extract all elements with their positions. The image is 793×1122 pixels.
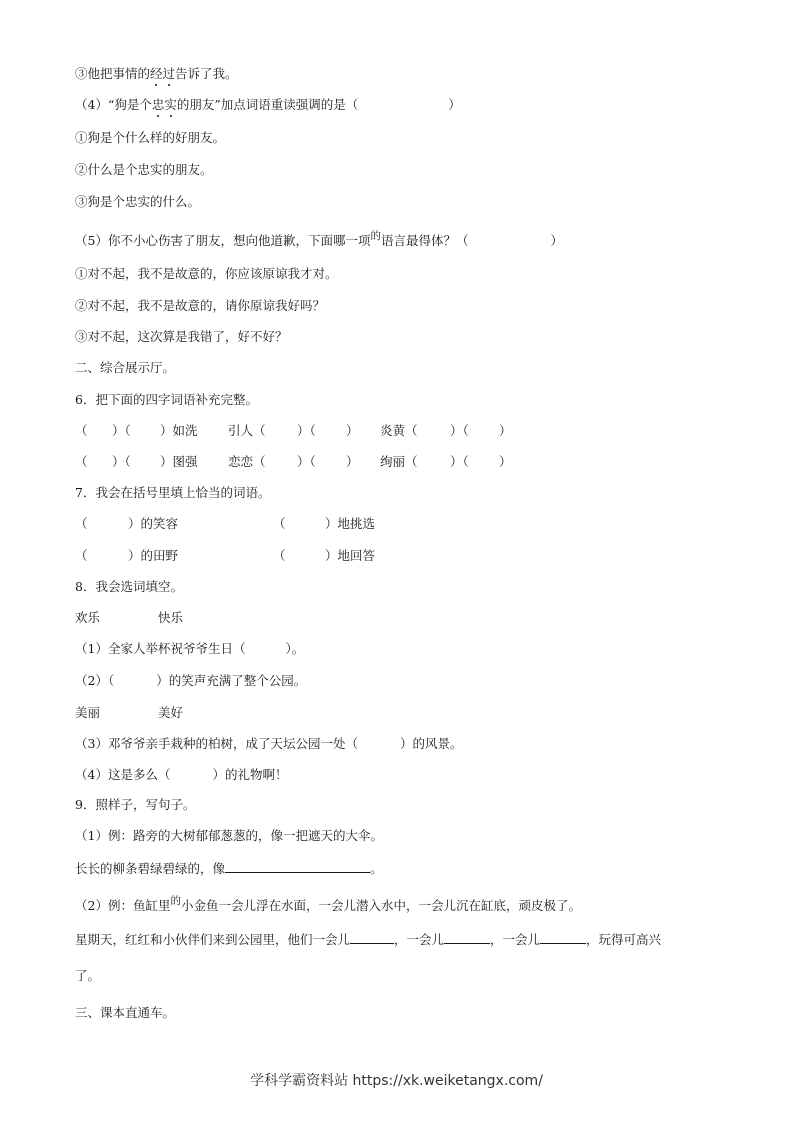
q9-answer-1: 长长的柳条碧绿碧绿的，像 。 (75, 861, 383, 876)
q8-word-option: 美好 (158, 705, 184, 720)
q8-sentence-4: （4）这是多么（ ）的礼物啊！ (75, 767, 288, 782)
emphasis-char: 实 (164, 97, 177, 112)
q9-answer-2-continued: 了。 (75, 968, 101, 983)
q3-option-3: ③他把事情的经过告诉了我。 (75, 66, 238, 81)
q5-option-2: ②对不起，我不是故意的，请你原谅我好吗？ (75, 298, 326, 313)
q8-sentence-2: （2）（ ）的笑声充满了整个公园。 (75, 673, 307, 688)
emphasis-char: 忠 (151, 97, 165, 112)
q8-sentence-1: （1）全家人举杯祝爷爷生日（ ）。 (75, 641, 305, 656)
q9-example-2: （2）例：鱼缸里$^的$小金鱼一会儿浮在水面，一会儿潜入水中，一会儿沉在缸底，顽皮极了。 (75, 895, 581, 913)
section-3-heading: 三、课本直通车。 (75, 1005, 176, 1020)
q8-title: 8．我会选词填空。 (75, 579, 183, 594)
q5-option-3: ③对不起，这次算是我错了，好不好？ (75, 329, 288, 344)
q5-question: （5）你不小心伤害了朋友，想向他道歉，下面哪一项$^的$语言最得体？（ ） (75, 230, 563, 248)
answer-blank[interactable] (225, 860, 370, 873)
section-2-heading: 二、综合展示厅。 (75, 360, 176, 375)
q5-option-1: ①对不起，我不是故意的，你应该原谅我才对。 (75, 266, 338, 281)
q4-option-2: ②什么是个忠实的朋友。 (75, 162, 213, 177)
answer-blank[interactable] (540, 931, 586, 944)
q8-word-option: 美丽 (75, 705, 101, 720)
q9-answer-2: 星期天，红红和小伙伴们来到公园里，他们一会儿 ，一会儿 ，一会儿 ，玩得可高兴 (75, 932, 662, 947)
page-footer: 学科学霸资料站 https://xk.weiketangx.com/ (250, 1073, 543, 1089)
q8-word-option: 欢乐 (75, 610, 101, 625)
q7-title: 7．我会在括号里填上恰当的词语。 (75, 485, 271, 500)
answer-blank[interactable] (350, 931, 394, 944)
q9-title: 9．照样子，写句子。 (75, 797, 196, 812)
answer-blank[interactable] (444, 931, 490, 944)
q8-sentence-3: （3）邓爷爷亲手栽种的柏树，成了天坛公园一处（ ）的风景。 (75, 736, 463, 751)
q6-title: 6．把下面的四字词语补充完整。 (75, 392, 258, 407)
q4-question: （4）“狗是个忠实的朋友”加点词语重读强调的是（ ） (75, 97, 461, 112)
q8-word-option: 快乐 (158, 610, 184, 625)
emphasis-char: 过 (162, 66, 176, 81)
emphasis-char: 经 (150, 66, 163, 81)
q4-option-1: ①狗是个什么样的好朋友。 (75, 130, 226, 145)
q4-option-3: ③狗是个忠实的什么。 (75, 194, 201, 209)
q9-example-1: （1）例：路旁的大树郁郁葱葱的，像一把遮天的大伞。 (75, 828, 383, 843)
